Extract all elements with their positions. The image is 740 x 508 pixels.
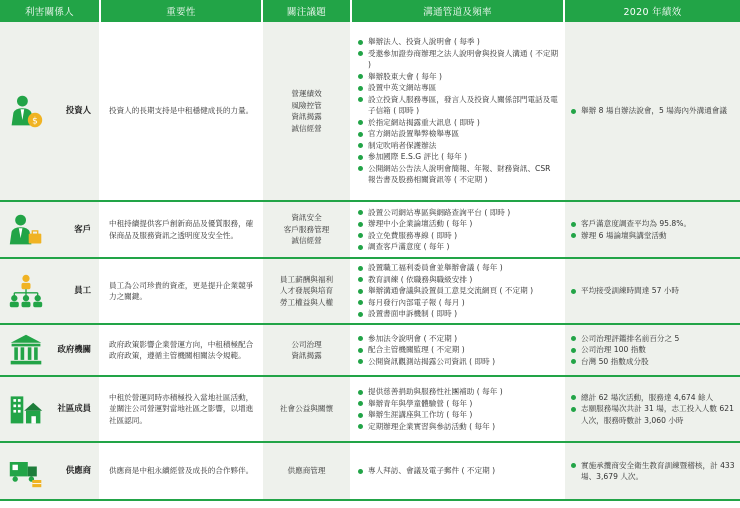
performance-item: 舉辦 8 場自辦法說會，5 場海內外溝通會議 (571, 105, 736, 117)
employee-icon (8, 273, 44, 309)
stakeholder-cell (0, 22, 99, 200)
channels-cell (352, 325, 563, 375)
channel-item: 每月發行內部電子報 ( 每月 ) (358, 297, 559, 309)
header-performance: 2020 年績效 (565, 0, 740, 22)
performance-item: 志願服務場次共計 31 場，志工投入人數 621 人次，服務時數計 3,060 小時 (571, 403, 736, 426)
channel-item: 調查客戶滿意度 ( 每年 ) (358, 241, 559, 253)
channel-item: 制定吹哨者保護辦法 (358, 140, 559, 152)
importance-cell (101, 259, 261, 323)
header-topics: 關注議題 (263, 0, 350, 22)
channel-item: 參加法令說明會 ( 不定期 ) (358, 333, 559, 345)
channel-item: 教育訓練 ( 依職務與職級安排 ) (358, 274, 559, 286)
importance-cell (101, 443, 261, 499)
topic-item: 誠信經營 (291, 123, 322, 133)
topic-item: 社會公益與關懷 (279, 404, 334, 414)
stakeholder-cell (0, 259, 99, 323)
importance-cell (101, 325, 261, 375)
topics-cell (263, 443, 350, 499)
header-importance: 重要性 (101, 0, 261, 22)
table-body (0, 22, 740, 501)
channel-item: 公開資訊觀測站揭露公司資訊 ( 即時 ) (358, 356, 559, 368)
stakeholder-cell (0, 377, 99, 441)
importance-text: 中租於營運同時亦積極投入當地社區活動，並關注公司營運對當地社區之影響，以增進社區認同。 (109, 392, 254, 425)
stakeholder-name: 供應商 (65, 465, 91, 476)
channel-item: 配合主管機關監理 ( 不定期 ) (358, 344, 559, 356)
performance-item: 公司治理 100 指數 (571, 344, 736, 356)
supplier-icon (8, 453, 44, 489)
stakeholder-name: 員工 (74, 285, 91, 296)
svg-text:$: $ (32, 116, 38, 127)
topics-cell (263, 202, 350, 257)
stakeholder-name: 社區成員 (57, 403, 91, 414)
importance-cell (101, 22, 261, 200)
stakeholder-cell (0, 443, 99, 499)
topic-item: 資訊揭露 (291, 112, 322, 121)
table-row (0, 377, 740, 443)
government-icon (8, 332, 44, 368)
topic-item: 公司治理 (291, 339, 322, 349)
importance-text: 供應商是中租永續經營及成長的合作夥伴。 (109, 466, 254, 476)
importance-text: 投資人的長期支持是中租穩健成長的力量。 (109, 106, 254, 116)
header-stakeholder: 利害關係人 (0, 0, 99, 22)
performance-cell (565, 259, 740, 323)
table-row (0, 202, 740, 259)
performance-cell (565, 377, 740, 441)
channels-cell (352, 443, 563, 499)
stakeholder-name: 投資人 (65, 105, 91, 116)
importance-cell (101, 377, 261, 441)
channel-item: 設置書面申訴機制 ( 即時 ) (358, 308, 559, 320)
topic-item: 誠信經營 (291, 236, 322, 246)
importance-cell (101, 202, 261, 257)
topics-cell (263, 377, 350, 441)
performance-item: 總計 62 場次活動，服務達 4,674 餘人 (571, 392, 736, 404)
channel-item: 受邀參加證券商辦理之法人說明會與投資人溝通 ( 不定期 ) (358, 48, 559, 71)
table-row (0, 443, 740, 501)
table-row (0, 259, 740, 325)
performance-cell (565, 443, 740, 499)
performance-item: 客戶滿意度調查平均為 95.8%。 (571, 218, 736, 230)
community-icon (8, 391, 44, 427)
topic-item: 營運績效 (291, 89, 322, 98)
table-row (0, 22, 740, 202)
channel-item: 舉辦溝通會議與設置員工意見交流網頁 ( 不定期 ) (358, 285, 559, 297)
importance-text: 中租持續提供客戶創新商品及優質服務，確保商品及服務資訊之透明度及安全性。 (109, 219, 254, 240)
channel-item: 專人拜訪、會議及電子郵件 ( 不定期 ) (358, 465, 559, 477)
channel-item: 官方網站設置舉弊檢舉專區 (358, 128, 559, 140)
topic-item: 勞工權益與人權 (279, 297, 334, 307)
performance-cell (565, 22, 740, 200)
stakeholder-name: 政府機關 (57, 344, 91, 355)
performance-item: 辦理 6 場論壇與講堂活動 (571, 230, 736, 242)
topic-item: 人才發展與培育 (279, 286, 334, 296)
topic-item: 供應商管理 (287, 466, 326, 476)
stakeholder-cell (0, 202, 99, 257)
performance-item: 實施承攬商安全衛生教育訓練暨稽核，計 433 場、3,679 人次。 (571, 460, 736, 483)
importance-text: 政府政策影響企業營運方向，中租積極配合政府政策，遵循主管機關相關法令規範。 (109, 339, 254, 360)
stakeholder-cell (0, 325, 99, 375)
channel-item: 舉辦青年與學童體驗營 ( 每年 ) (358, 398, 559, 410)
performance-item: 平均接受訓練時間達 57 小時 (571, 285, 736, 297)
channel-item: 設置公司網站專區與網路查詢平台 ( 即時 ) (358, 207, 559, 219)
customer-icon (8, 212, 44, 248)
performance-cell (565, 325, 740, 375)
topic-item: 風險控管 (291, 100, 322, 110)
topic-item: 客戶服務管理 (283, 224, 330, 234)
topic-item: 資訊揭露 (291, 351, 322, 360)
table-row (0, 325, 740, 377)
channels-cell (352, 202, 563, 257)
channels-cell (352, 377, 563, 441)
channel-item: 舉辦生涯講座與工作坊 ( 每年 ) (358, 409, 559, 421)
performance-item: 公司治理評鑑排名前百分之 5 (571, 333, 736, 345)
channel-item: 定期辦理企業實習與參訪活動 ( 每年 ) (358, 421, 559, 433)
table-header (0, 0, 740, 22)
stakeholder-name: 客戶 (74, 223, 91, 234)
channel-item: 公開網站公告法人說明會簡報、年報、財務資訊、CSR 報告書及股務相關資訊等 ( 不定期 ) (358, 163, 559, 186)
channel-item: 辦理中小企業論壇活動 ( 每年 ) (358, 218, 559, 230)
investor-icon (8, 93, 44, 129)
topics-cell (263, 259, 350, 323)
topic-item: 資訊安全 (291, 213, 322, 223)
topics-cell (263, 325, 350, 375)
channel-item: 舉辦法人、投資人說明會 ( 每季 ) (358, 36, 559, 48)
topic-item: 員工薪酬與福利 (279, 274, 334, 284)
channels-cell (352, 22, 563, 200)
channel-item: 設立免費服務專線 ( 即時 ) (358, 230, 559, 242)
channel-item: 舉辦股東大會 ( 每年 ) (358, 71, 559, 83)
topics-cell (263, 22, 350, 200)
performance-item: 台灣 50 指數成分股 (571, 356, 736, 368)
channel-item: 參加國際 E.S.G 評比 ( 每年 ) (358, 151, 559, 163)
channel-item: 設立投資人服務專區，發言人及投資人關係部門電話及電子信箱 ( 即時 ) (358, 94, 559, 117)
channel-item: 於指定網站揭露重大訊息 ( 即時 ) (358, 117, 559, 129)
channel-item: 設置職工福利委員會並舉辦會議 ( 每年 ) (358, 262, 559, 274)
channel-item: 提供慈善捐助與服務性社團補助 ( 每年 ) (358, 386, 559, 398)
channel-item: 設置中英文網站專區 (358, 82, 559, 94)
header-channels: 溝通管道及頻率 (352, 0, 563, 22)
channels-cell (352, 259, 563, 323)
performance-cell (565, 202, 740, 257)
importance-text: 員工為公司珍貴的資產，更是提升企業競爭力之關鍵。 (109, 280, 254, 301)
